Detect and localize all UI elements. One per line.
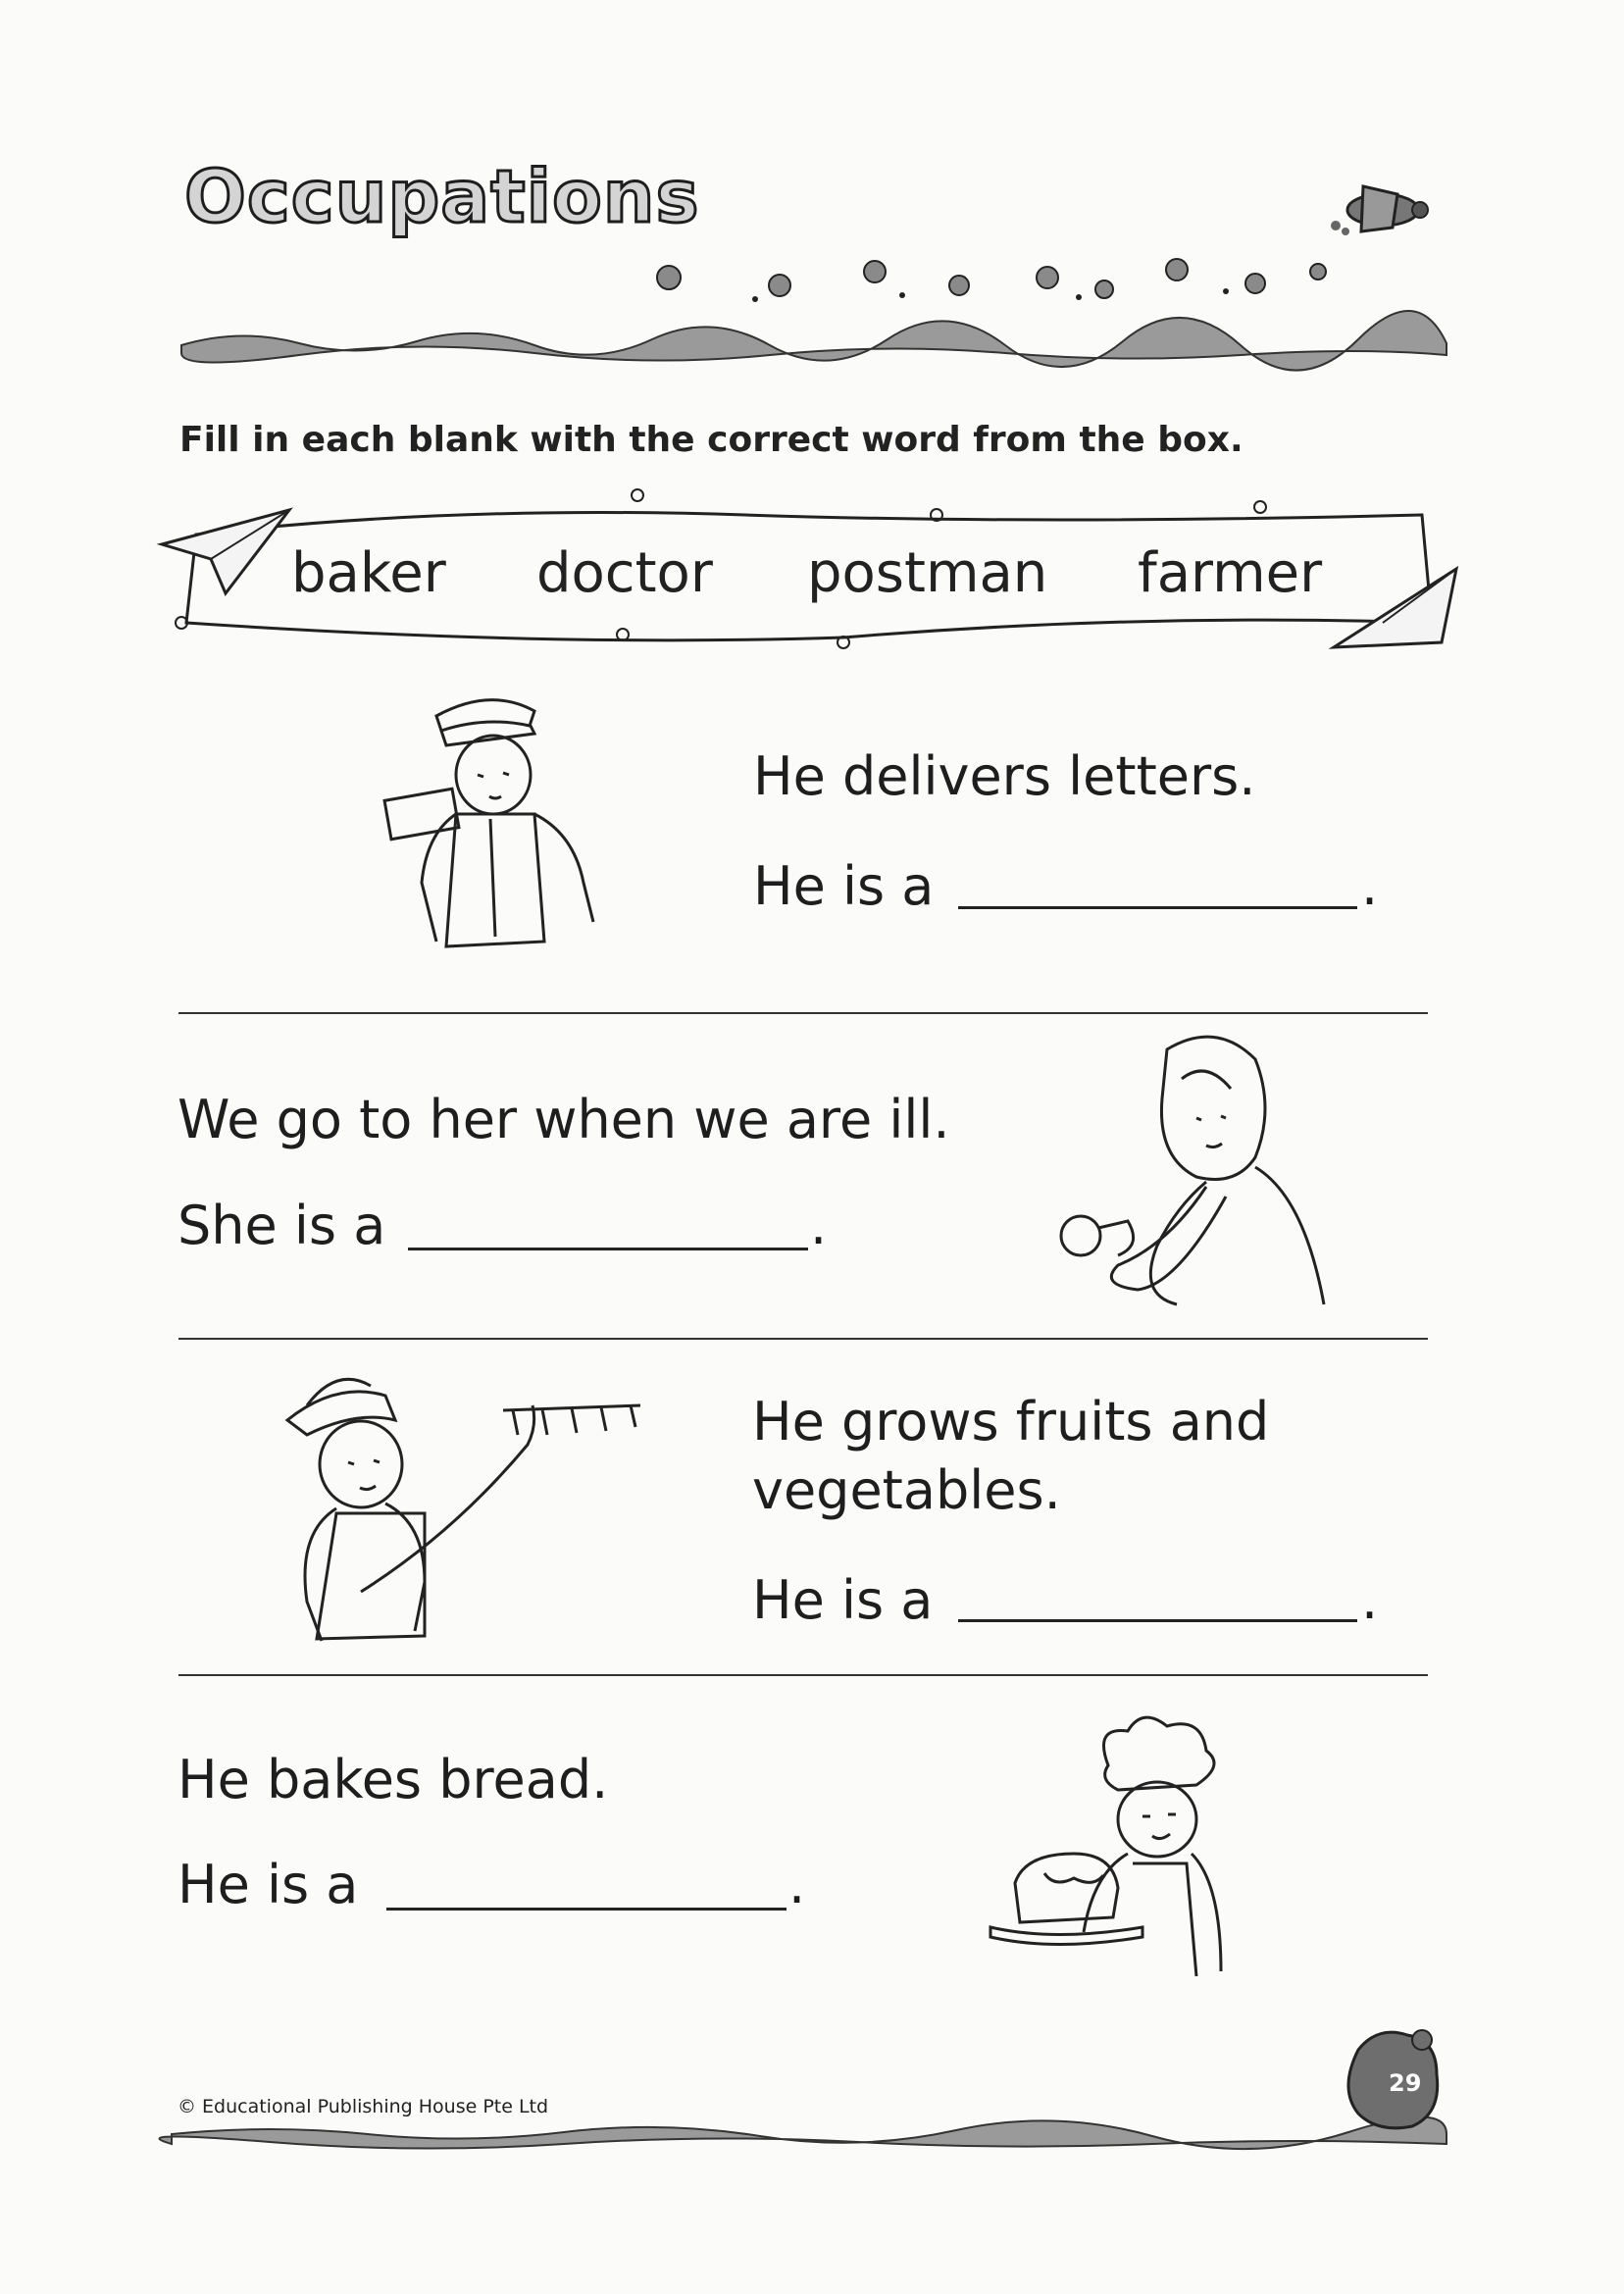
exercise-3-prompt: He is a — [752, 1569, 934, 1631]
exercise-2-clue: We go to her when we are ill. — [178, 1089, 950, 1150]
postman-illustration — [387, 687, 608, 966]
grass-divider — [181, 324, 1446, 363]
exercise-3-period: . — [1361, 1569, 1379, 1631]
doctor-illustration — [1059, 1020, 1334, 1314]
word-option-farmer: farmer — [1138, 541, 1323, 605]
exercise-1-prompt: He is a — [753, 855, 935, 917]
section-divider — [178, 1338, 1428, 1340]
paper-plane-left-icon — [157, 505, 294, 603]
exercise-1-period: . — [1361, 855, 1379, 917]
exercise-1-clue: He delivers letters. — [753, 745, 1256, 807]
exercise-3-clue-line2: vegetables. — [752, 1459, 1061, 1521]
word-option-doctor: doctor — [536, 541, 713, 605]
exercise-1-blank[interactable] — [958, 906, 1357, 909]
page-title: Occupations — [184, 155, 700, 239]
exercise-4-blank[interactable] — [386, 1908, 787, 1911]
exercise-3-clue-line1: He grows fruits and — [752, 1391, 1270, 1453]
airplane-icon — [1324, 167, 1442, 245]
exercise-4-prompt: He is a — [178, 1854, 359, 1915]
exercise-3-blank[interactable] — [958, 1619, 1357, 1622]
exercise-2-blank[interactable] — [408, 1248, 808, 1250]
copyright-text: © Educational Publishing House Pte Ltd — [178, 2096, 549, 2117]
paper-plane-right-icon — [1324, 564, 1461, 662]
baker-illustration — [986, 1707, 1250, 1981]
word-option-postman: postman — [807, 541, 1048, 605]
section-divider — [178, 1674, 1428, 1676]
farmer-illustration — [278, 1366, 660, 1646]
exercise-4-clue: He bakes bread. — [178, 1749, 609, 1810]
word-option-baker: baker — [291, 541, 446, 605]
instruction-text: Fill in each blank with the correct word from the box. — [179, 420, 1243, 460]
section-divider — [178, 1012, 1428, 1014]
exercise-2-prompt: She is a — [178, 1195, 386, 1256]
grass-footer-divider — [172, 2120, 1446, 2150]
exercise-4-period: . — [788, 1854, 806, 1915]
page-number: 29 — [1389, 2069, 1422, 2097]
exercise-2-period: . — [810, 1195, 828, 1256]
flower-trail-decoration — [647, 250, 1353, 309]
